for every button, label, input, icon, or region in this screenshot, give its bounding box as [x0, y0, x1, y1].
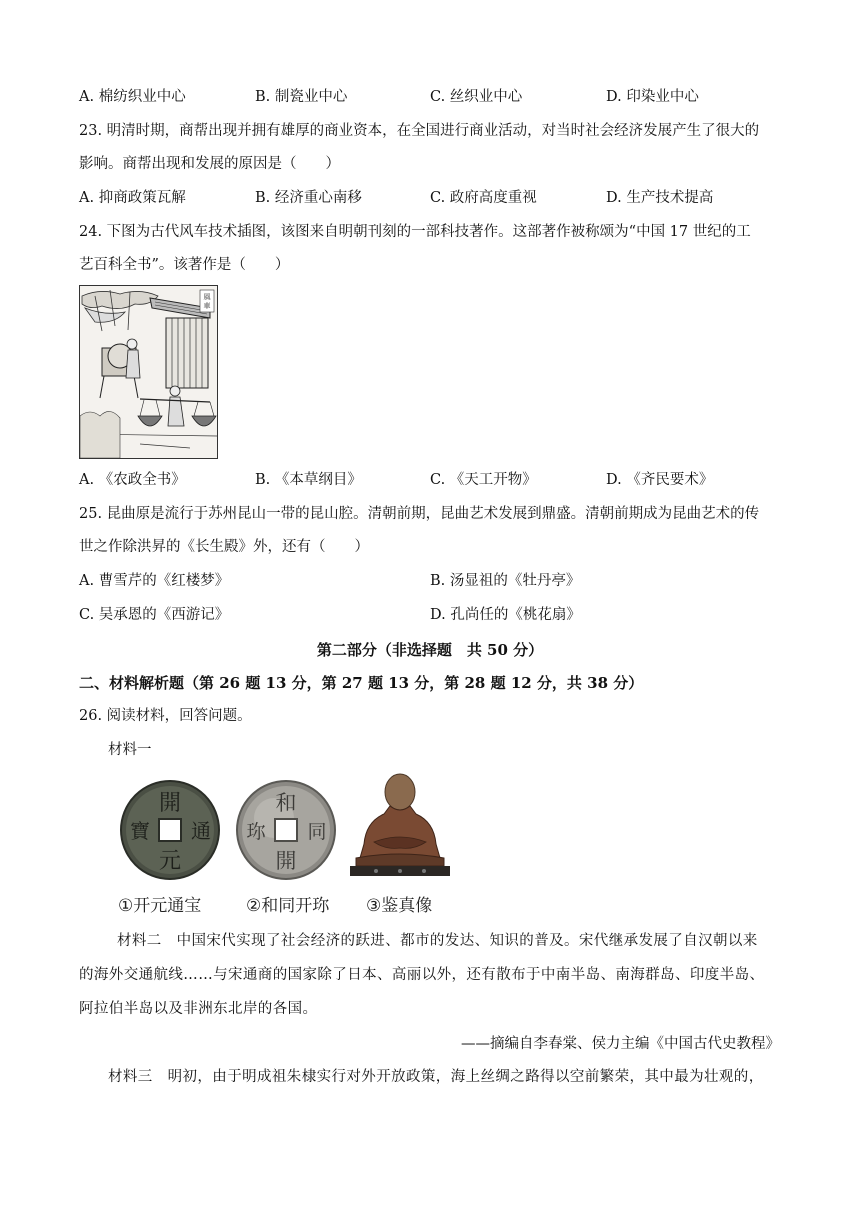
windmill-drawing [80, 286, 217, 458]
q23-stem-line1: 23. 明清时期，商帮出现并拥有雄厚的商业资本，在全国进行商业活动，对当时社会经济发展产生了很大的 [79, 123, 760, 139]
image-label-kaiyuan: ①开元通宝 [118, 896, 202, 916]
q26-material2-line1: 材料二 中国宋代实现了社会经济的跃进、都市的发达、知识的普及。宋代继承发展了自汉朝以来 [117, 933, 758, 949]
q22-option-c: C. 丝织业中心 [430, 89, 523, 105]
q25-stem-line1: 25. 昆曲原是流行于苏州昆山一带的昆山腔。清朝前期，昆曲艺术发展到鼎盛。清朝前期成为昆曲艺术的传 [79, 506, 760, 522]
q23-option-c: C. 政府高度重视 [430, 190, 537, 206]
wado-kaichin-coin [234, 778, 338, 882]
q26-material2-line2: 的海外交通航线……与宋通商的国家除了日本、高丽以外，还有散布于中南半岛、南海群岛、印度半岛、 [79, 967, 765, 983]
image-label-wado: ②和同开珎 [246, 896, 330, 916]
q26-material2-line3: 阿拉伯半岛以及非洲东北岸的各国。 [79, 1001, 318, 1017]
coin2-char-left: 珎 [246, 821, 266, 843]
q23-option-b: B. 经济重心南移 [255, 190, 362, 206]
q24-stem-line1: 24. 下图为古代风车技术插图，该图来自明朝刊刻的一部科技著作。这部著作被称颂为“中国 17 世纪的工 [79, 224, 751, 240]
figure-caption-char-2: 車 [203, 302, 211, 310]
q24-option-a: A. 《农政全书》 [79, 472, 186, 488]
coin1-char-right: 通 [191, 819, 211, 843]
windmill-illustration [79, 285, 218, 459]
coin2-char-right: 同 [307, 821, 327, 843]
q22-option-d: D. 印染业中心 [606, 89, 699, 105]
coin2-char-top: 和 [275, 791, 297, 815]
q26-stem: 26. 阅读材料，回答问题。 [79, 708, 252, 724]
coin1-char-top: 開 [158, 791, 182, 816]
q25-option-a: A. 曹雪芹的《红楼梦》 [79, 573, 230, 589]
q24-option-d: D. 《齐民要术》 [606, 472, 714, 488]
q26-material3-line1: 材料三 明初，由于明成祖朱棣实行对外开放政策，海上丝绸之路得以空前繁荣，其中最为壮观的， [108, 1069, 764, 1085]
coin2-char-bottom: 開 [275, 849, 297, 873]
q25-option-d: D. 孔尚任的《桃花扇》 [430, 607, 581, 623]
q25-option-b: B. 汤显祖的《牡丹亭》 [430, 573, 581, 589]
q23-option-a: A. 抑商政策瓦解 [79, 190, 186, 206]
q25-option-c: C. 吴承恩的《西游记》 [79, 607, 230, 623]
part2-title: 第二部分（非选择题 共 50 分） [316, 641, 544, 659]
q23-stem-line2: 影响。商帮出现和发展的原因是（ ） [79, 156, 340, 172]
section2-title: 二、材料解析题（第 26 题 13 分，第 27 题 13 分，第 28 题 12 分，共 38 分） [79, 674, 644, 692]
figure-caption-char-1: 風 [203, 293, 211, 301]
jianzhen-statue [344, 770, 456, 882]
kaiyuan-tongbao-coin [118, 778, 222, 882]
q23-option-d: D. 生产技术提高 [606, 190, 714, 206]
q24-option-c: C. 《天工开物》 [430, 472, 537, 488]
q25-stem-line2: 世之作除洪昇的《长生殿》外，还有（ ） [79, 539, 369, 555]
q26-material1-label: 材料一 [108, 742, 152, 758]
coin1-char-left: 寶 [130, 819, 150, 843]
q24-stem-line2: 艺百科全书”。该著作是（ ） [79, 257, 290, 273]
image-label-jianzhen: ③鉴真像 [366, 896, 433, 916]
q24-option-b: B. 《本草纲目》 [255, 472, 362, 488]
q22-option-b: B. 制瓷业中心 [255, 89, 348, 105]
coin1-char-bottom: 元 [158, 849, 182, 874]
q22-option-a: A. 棉纺织业中心 [79, 89, 186, 105]
q26-material2-source: ——摘编自李春棠、侯力主编《中国古代史教程》 [461, 1036, 780, 1052]
